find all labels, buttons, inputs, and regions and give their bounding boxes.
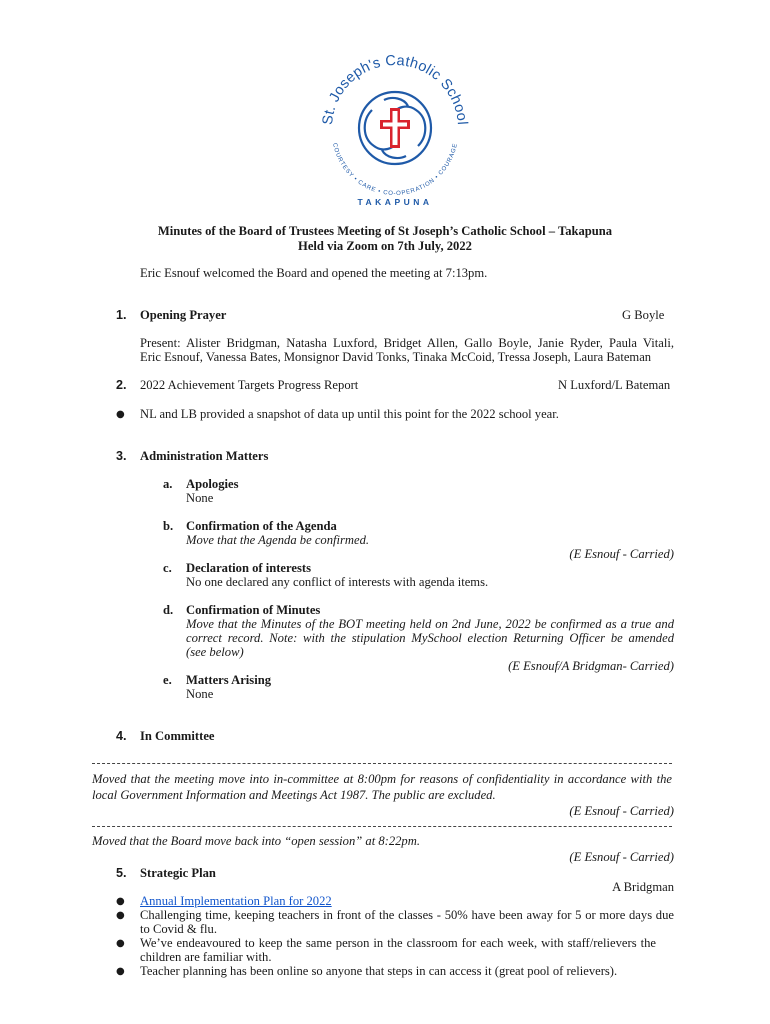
- divider-line: [92, 826, 672, 827]
- item-d-motion-line1: Move that the Minutes of the BOT meeting held on 2nd June, 2022 be confirmed as a true and: [186, 617, 674, 631]
- section-5-title: Strategic Plan: [140, 866, 216, 880]
- item-a-letter: a.: [163, 477, 173, 491]
- strategic-bullet-4: Teacher planning has been online so anyone that steps in can access it (great pool of relievers).: [140, 964, 618, 978]
- section-2-title: 2022 Achievement Targets Progress Report: [140, 378, 359, 392]
- section-2-bullet: NL and LB provided a snapshot of data up until this point for the 2022 school year.: [140, 407, 559, 421]
- bullet-icon: ●: [116, 910, 125, 921]
- section-5-number: 5.: [116, 866, 127, 880]
- item-b-letter: b.: [163, 519, 174, 533]
- section-4-title: In Committee: [140, 729, 215, 743]
- present-list-line1: Present: Alister Bridgman, Natasha Luxford, Bridget Allen, Gallo Boyle, Janie Ryder, Paula Vitali,: [140, 336, 674, 350]
- logo-values-ring: COURTESY • CARE • CO-OPERATION • COURAGE: [331, 142, 459, 198]
- strategic-bullet-3-line1: We’ve endeavoured to keep the same person in the classroom for each week, with staff/relievers the: [140, 936, 656, 950]
- item-c-text: No one declared any conflict of interests with agenda items.: [186, 575, 489, 589]
- section-1-owner: G Boyle: [622, 308, 665, 322]
- section-5-owner: A Bridgman: [612, 880, 674, 894]
- item-a-text: None: [186, 491, 214, 505]
- in-committee-motion-line2: local Government Information and Meetings Act 1987. The public are excluded.: [92, 788, 496, 802]
- bullet-icon: ●: [116, 409, 125, 420]
- section-2-owner: N Luxford/L Bateman: [558, 378, 671, 392]
- item-a-title: Apologies: [186, 477, 239, 491]
- intro-text: Eric Esnouf welcomed the Board and opened the meeting at 7:13pm.: [140, 266, 488, 280]
- logo-school-name: St. Joseph's Catholic School: [319, 52, 470, 126]
- logo-cross-icon: [380, 108, 410, 148]
- school-logo: [310, 40, 480, 215]
- strategic-bullet-3-line2: children are familiar with.: [140, 950, 272, 964]
- item-d-letter: d.: [163, 603, 174, 617]
- item-d-motion-line2: correct record. Note: with the stipulation MySchool election Returning Officer be amended: [186, 631, 674, 645]
- section-1-title: Opening Prayer: [140, 308, 227, 322]
- section-4-number: 4.: [116, 729, 127, 743]
- in-committee-motion-line1: Moved that the meeting move into in-committee at 8:00pm for reasons of confidentiality in accordance with the: [92, 772, 672, 786]
- in-committee-carried: (E Esnouf - Carried): [569, 804, 674, 818]
- item-c-title: Declaration of interests: [186, 561, 311, 575]
- item-c-letter: c.: [163, 561, 172, 575]
- implementation-plan-link[interactable]: Annual Implementation Plan for 2022: [140, 894, 332, 908]
- present-list-line2: Eric Esnouf, Vanessa Bates, Monsignor David Tonks, Tinaka McCoid, Tressa Joseph, Laura Bateman: [140, 350, 652, 364]
- document-subtitle: Held via Zoom on 7th July, 2022: [298, 239, 472, 253]
- section-3-number: 3.: [116, 449, 127, 463]
- item-d-title: Confirmation of Minutes: [186, 603, 321, 617]
- strategic-bullet-2-line1: Challenging time, keeping teachers in front of the classes - 50% have been away for 5 or more days due: [140, 908, 674, 922]
- item-e-title: Matters Arising: [186, 673, 271, 687]
- logo-location: TAKAPUNA: [357, 197, 433, 207]
- bullet-icon: ●: [116, 938, 125, 949]
- strategic-bullet-2-line2: to Covid & flu.: [140, 922, 217, 936]
- document-title: Minutes of the Board of Trustees Meeting of St Joseph’s Catholic School – Takapuna: [157, 224, 613, 238]
- item-e-letter: e.: [163, 673, 172, 687]
- item-b-carried: (E Esnouf - Carried): [569, 547, 674, 561]
- item-b-motion: Move that the Agenda be confirmed.: [186, 533, 370, 547]
- item-e-text: None: [186, 687, 214, 701]
- open-session-motion: Moved that the Board move back into “open session” at 8:22pm.: [92, 834, 420, 848]
- item-d-carried: (E Esnouf/A Bridgman- Carried): [508, 659, 674, 673]
- open-session-carried: (E Esnouf - Carried): [569, 850, 674, 864]
- item-d-motion-line3: (see below): [186, 645, 244, 659]
- bullet-icon: ●: [116, 896, 125, 907]
- item-b-title: Confirmation of the Agenda: [186, 519, 337, 533]
- section-3-title: Administration Matters: [140, 449, 269, 463]
- section-2-number: 2.: [116, 378, 127, 392]
- section-1-number: 1.: [116, 308, 127, 322]
- divider-line: [92, 763, 672, 764]
- bullet-icon: ●: [116, 966, 125, 977]
